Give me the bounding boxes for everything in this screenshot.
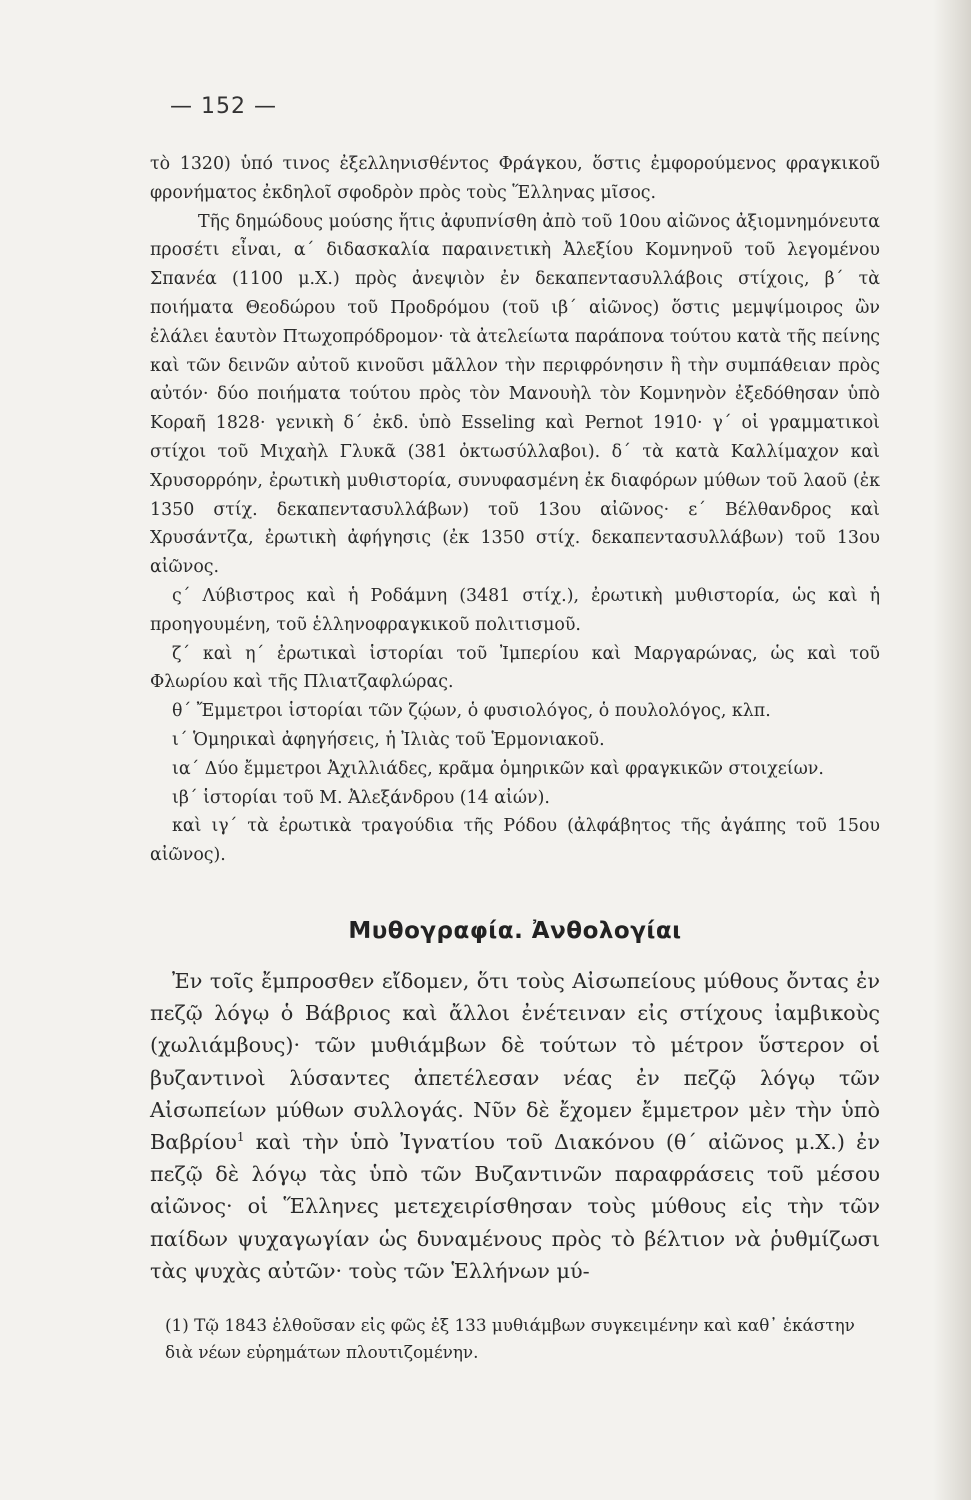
top-text-block [150,150,880,870]
section-body [150,965,880,1287]
footnote-area [165,1312,885,1366]
paragraph-fables-part-2: καὶ τὴν ὑπὸ Ἰγνατίου τοῦ Διακόνου (θ΄ αἰῶνος μ.Χ.) ἐν πεζῷ δὲ λόγῳ τὰς ὑπὸ τῶν Βυζαντινῶν παραφράσεις τοῦ μέσου αἰῶνος· οἱ Ἕλληνες μετεχειρίσθησαν τοὺς μύθους εἰς τὴν τῶν παίδων ψυχαγωγίαν ὡς δυναμένους πρὸς τὸ βέλτιον νὰ ῥυθμίζωσι τὰς ψυχὰς αὐτῶν· τοὺς τῶν Ἑλλήνων μύ- [150,1130,880,1283]
list-item-libistros: ς΄ Λύβιστρος καὶ ἡ Ροδάμνη (3481 στίχ.), ἐρωτικὴ μυθιστορία, ὡς καὶ ἡ προηγουμένη, τοῦ ἑλληνοφραγκικοῦ πολιτισμοῦ. [150,585,880,635]
list-item-alexander: ιβ΄ ἱστορίαι τοῦ Μ. Ἀλεξάνδρου (14 αἰών). [172,787,550,808]
list-item-animal-stories: θ΄ Ἔμμετροι ἱστορίαι τῶν ζῴων, ὁ φυσιολόγος, ὁ πουλολόγος, κλπ. [172,701,771,722]
paragraph-fables [150,965,880,1287]
footnote-marker: 1 [236,1130,245,1145]
list-item-achilleid: ια΄ Δύο ἔμμετροι Ἀχιλλιάδες, κρᾶμα ὁμηρικῶν καὶ φραγκικῶν στοιχείων. [172,758,824,779]
page-number: — 152 — [170,94,277,119]
footnote-text: (1) Τῷ 1843 ἐλθοῦσαν εἰς φῶς ἐξ 133 μυθιάμβων συγκειμένην καὶ καθ᾿ ἑκάστην διὰ νέων εὑρημάτων πλουτιζομένην. [165,1315,855,1362]
paragraph-popular-muse: Τῆς δημώδους μούσης ἥτις ἀφυπνίσθη ἀπὸ τοῦ 10ου αἰῶνος ἀξιομνημόνευτα προσέτι εἶναι, α΄ διδασκαλία παραινετικὴ Ἀλεξίου Κομνηνοῦ τοῦ λεγομένου Σπανέα (1100 μ.Χ.) πρὸς ἀνεψιὸν ἐν δεκαπεντασυλλάβοις στίχοις, β΄ τὰ ποιήματα Θεοδώρου τοῦ Προδρόμου (τοῦ ιβ΄ αἰῶνος) ὅστις μεμψίμοιρος ὢν ἐλάλει ἑαυτὸν Πτωχοπρόδρομον· τὰ ἀτελείωτα παράπονα τούτου κατὰ τῆς πείνης καὶ τῶν δεινῶν αὐτοῦ κινοῦσι μᾶλλον τὴν περιφρόνησιν ἢ τὴν συμπάθειαν πρὸς αὐτόν· δύο ποιήματα τούτου πρὸς τὸν Μανουὴλ τὸν Κομνηνὸν ἐξεδόθησαν ὑπὸ Κοραῆ 1828· γενικὴ δ΄ ἐκδ. ὑπὸ Esseling καὶ Pernot 1910· γ΄ οἱ γραμματικοὶ στίχοι τοῦ Μιχαὴλ Γλυκᾶ (381 ὀκτωσύλλαβοι). δ΄ τὰ κατὰ Καλλίμαχον καὶ Χρυσορρόην, ἐρωτικὴ μυθιστορία, συνυφασμένη ἐκ διαφόρων μύθων τοῦ λαοῦ (ἐκ 1350 στίχ. δεκαπεντασυλλάβων) τοῦ 13ου αἰῶνος· ε΄ Βέλθανδρος καὶ Χρυσάντζα, ἐρωτικὴ ἀφήγησις (ἐκ 1350 στίχ. δεκαπεντασυλλάβων) τοῦ 13ου αἰῶνος. [150,211,880,578]
list-item-homeric: ι΄ Ὁμηρικαὶ ἀφηγήσεις, ἡ Ἰλιὰς τοῦ Ἑρμονιακοῦ. [172,729,605,750]
page-gutter-shadow [933,0,971,1500]
section-heading: Μυθογραφία. Ἀνθολογίαι [348,918,682,944]
list-item-rhodes-songs: καὶ ιγ΄ τὰ ἐρωτικὰ τραγούδια τῆς Ρόδου (ἀλφάβητος τῆς ἀγάπης τοῦ 15ου αἰῶνος). [150,816,880,866]
paragraph-fables-part-1: Ἐν τοῖς ἔμπροσθεν εἴδομεν, ὅτι τοὺς Αἰσωπείους μύθους ὄντας ἐν πεζῷ λόγῳ ὁ Βάβριος καὶ ἄλλοι ἐνέτειναν εἰς στίχους ἰαμβικοὺς (χωλιάμβους)· τῶν μυθιάμβων δὲ τούτων τὸ μέτρον ὕστερον οἱ βυζαντινοὶ λύσαντες ἀπετέλεσαν νέας ἐν πεζῷ λόγῳ τῶν Αἰσωπείων μύθων συλλογάς. Νῦν δὲ ἔχομεν ἔμμετρον μὲν τὴν ὑπὸ Βαβρίου [150,969,880,1155]
list-item-imperios: ζ΄ καὶ η΄ ἐρωτικαὶ ἱστορίαι τοῦ Ἰμπερίου καὶ Μαργαρώνας, ὡς καὶ τοῦ Φλωρίου καὶ τῆς Πλιατζαφλώρας. [150,643,880,693]
paragraph-intro: τὸ 1320) ὑπό τινος ἐξελληνισθέντος Φράγκου, ὅστις ἐμφορούμενος φραγκικοῦ φρονήματος ἐκδηλοῖ σφοδρὸν πρὸς τοὺς Ἕλληνας μῖσος. [150,154,880,203]
